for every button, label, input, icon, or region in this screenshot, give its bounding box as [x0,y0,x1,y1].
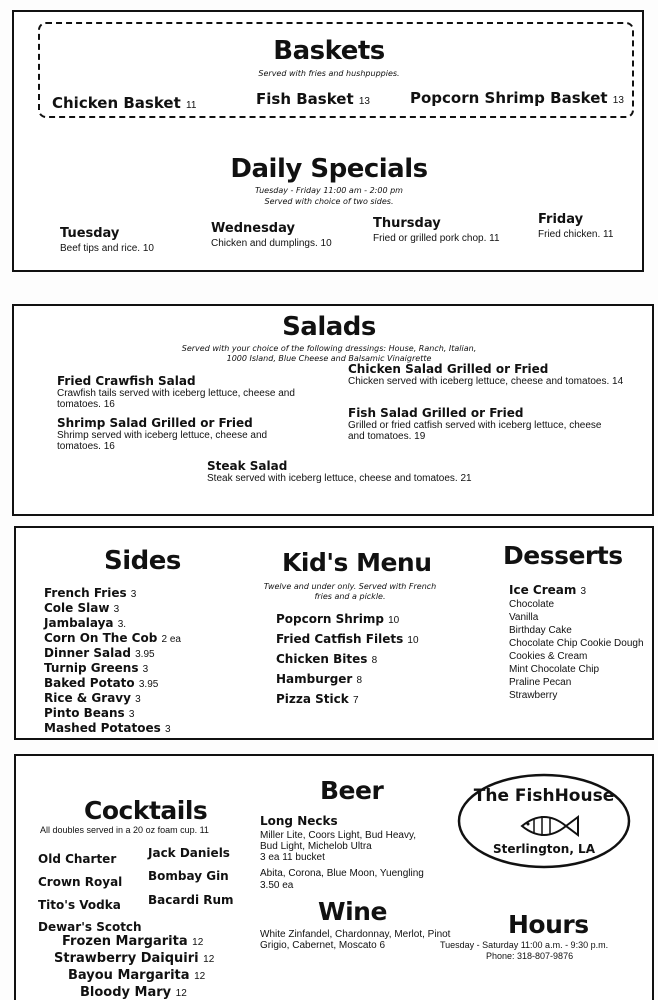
salad-item [348,362,623,387]
desserts-title: Desserts [503,541,623,570]
dessert-head [509,583,586,597]
salad-item [57,416,267,452]
dessert-head-price: 3 [580,586,587,597]
beer-line: Bud Light, Michelob Ultra [260,841,372,852]
special-day-desc: Fried chicken. 11 [538,229,614,240]
wine-line: White Zinfandel, Chardonnay, Merlot, Pinot [260,929,451,940]
basket-item [410,89,624,107]
kids-item: Fried Catfish Filets 10 [276,632,419,646]
hours-title: Hours [508,910,589,939]
special-day-desc: Chicken and dumplings. 10 [211,238,332,249]
special-day [538,212,613,240]
cocktail-item: Jack Daniels [148,846,230,860]
frozen-drink: Frozen Margarita 12 [62,934,204,949]
side-item: Pinto Beans 3 [44,706,135,720]
special-day [211,221,332,249]
basket-name: Fish Basket [256,90,354,108]
side-item: Corn On The Cob 2 ea [44,631,181,645]
dessert-flavor: Mint Chocolate Chip [509,664,600,675]
salad-name: Fish Salad Grilled or Fried [348,406,524,420]
beer-title: Beer [320,776,384,805]
side-item: Turnip Greens 3 [44,661,149,675]
side-item: Baked Potato 3.95 [44,676,159,690]
frozen-drink: Bayou Margarita 12 [68,968,206,983]
specials-hours: Tuesday - Friday 11:00 am - 2:00 pm [255,186,403,195]
dessert-flavor: Birthday Cake [509,625,572,636]
salad-desc: Shrimp served with iceberg lettuce, cheese and [57,430,268,441]
special-day-name: Tuesday [60,226,120,241]
salad-desc: Chicken served with iceberg lettuce, cheese and tomatoes. 14 [348,376,624,387]
kids-item: Hamburger 8 [276,672,363,686]
salad-desc: tomatoes. 16 [57,441,115,452]
side-item: French Fries 3 [44,586,137,600]
special-day-desc: Beef tips and rice. 10 [60,243,154,254]
cocktails-note: All doubles served in a 20 oz foam cup. 11 [40,825,209,835]
baskets-title: Baskets [273,36,385,66]
side-item: Dinner Salad 3.95 [44,646,155,660]
cocktail-item: Bacardi Rum [148,893,234,907]
salad-name: Steak Salad [207,459,288,473]
dessert-flavor: Praline Pecan [509,677,572,688]
salad-item [348,406,601,442]
cocktails-title: Cocktails [84,796,208,825]
salad-desc: and tomatoes. 19 [348,431,426,442]
dessert-flavors [509,599,644,703]
specials-sides-note: Served with choice of two sides. [264,197,394,206]
cocktail-item: Dewar's Scotch [38,920,142,934]
salads-title: Salads [282,312,376,342]
side-item: Rice & Gravy 3 [44,691,141,705]
frozen-drink: Bloody Mary 12 [80,985,187,1000]
hours-line: Tuesday - Saturday 11:00 a.m. - 9:30 p.m. [440,940,609,950]
baskets-subtitle: Served with fries and hushpuppies. [258,69,400,78]
special-day-name: Friday [538,212,584,227]
kids-item: Chicken Bites 8 [276,652,378,666]
logo-name: The FishHouse [473,786,615,806]
kids-item: Pizza Stick 7 [276,692,359,706]
salad-desc: tomatoes. 16 [57,399,115,410]
salad-item [207,459,472,484]
salad-item [57,374,295,410]
salad-desc: Grilled or fried catfish served with iceberg lettuce, cheese [348,420,602,431]
logo-place: Sterlington, LA [493,842,595,856]
cocktail-item: Crown Royal [38,875,123,889]
basket-price: 13 [358,96,370,107]
beer-line: Abita, Corona, Blue Moon, Yuengling [260,868,424,879]
side-item: Mashed Potatoes 3 [44,721,171,735]
salads-dressings-1: Served with your choice of the following dressings: House, Ranch, Italian, [181,344,477,353]
side-item: Jambalaya 3. [44,616,127,630]
kids-note-2: fries and a pickle. [314,592,386,601]
salad-name: Chicken Salad Grilled or Fried [348,362,549,376]
salads-dressings-2: 1000 Island, Blue Cheese and Balsamic Vinaigrette [226,354,432,363]
salad-name: Shrimp Salad Grilled or Fried [57,416,253,430]
wine-title: Wine [318,897,387,926]
basket-price: 11 [186,100,197,111]
dessert-flavor: Strawberry [509,690,558,701]
sides-title: Sides [104,546,181,576]
special-day-name: Wednesday [211,221,295,236]
dessert-flavor: Cookies & Cream [509,651,588,662]
beer-line: 3.50 ea [260,880,294,891]
salad-desc: Crawfish tails served with iceberg lettuce, cheese and [57,388,295,399]
hours-phone: Phone: 318-807-9876 [486,951,574,961]
dessert-flavor: Chocolate Chip Cookie Dough [509,638,644,649]
specials-title: Daily Specials [230,154,428,184]
beer-head: Long Necks [260,814,338,828]
beer-line: Miller Lite, Coors Light, Bud Heavy, [260,830,416,841]
beer-line: 3 ea 11 bucket [260,852,325,863]
special-day-desc: Fried or grilled pork chop. 11 [373,233,500,244]
cocktail-item: Old Charter [38,852,117,866]
kids-title: Kid's Menu [282,548,432,577]
wine-line: Grigio, Cabernet, Moscato 6 [260,940,386,951]
dessert-flavor: Vanilla [509,612,539,623]
special-day-name: Thursday [373,216,441,231]
fishhouse-logo [456,772,632,870]
cocktail-item: Bombay Gin [148,869,229,883]
kids-item: Popcorn Shrimp 10 [276,612,400,626]
special-day [60,226,154,254]
kids-note-1: Twelve and under only. Served with French [263,582,437,591]
frozen-drink: Strawberry Daiquiri 12 [54,951,215,966]
basket-name: Popcorn Shrimp Basket [410,89,608,107]
basket-item [52,94,196,112]
sides-list [44,586,181,736]
basket-price: 13 [612,95,624,106]
dessert-head-name: Ice Cream [509,583,577,597]
basket-name: Chicken Basket [52,94,181,112]
cocktail-item: Tito's Vodka [38,898,121,912]
salad-desc: Steak served with iceberg lettuce, cheese and tomatoes. 21 [207,473,472,484]
dessert-flavor: Chocolate [509,599,555,610]
side-item: Cole Slaw 3 [44,601,120,615]
kids-list [276,612,419,712]
special-day [373,216,500,244]
basket-item [256,90,370,108]
salad-name: Fried Crawfish Salad [57,374,196,388]
